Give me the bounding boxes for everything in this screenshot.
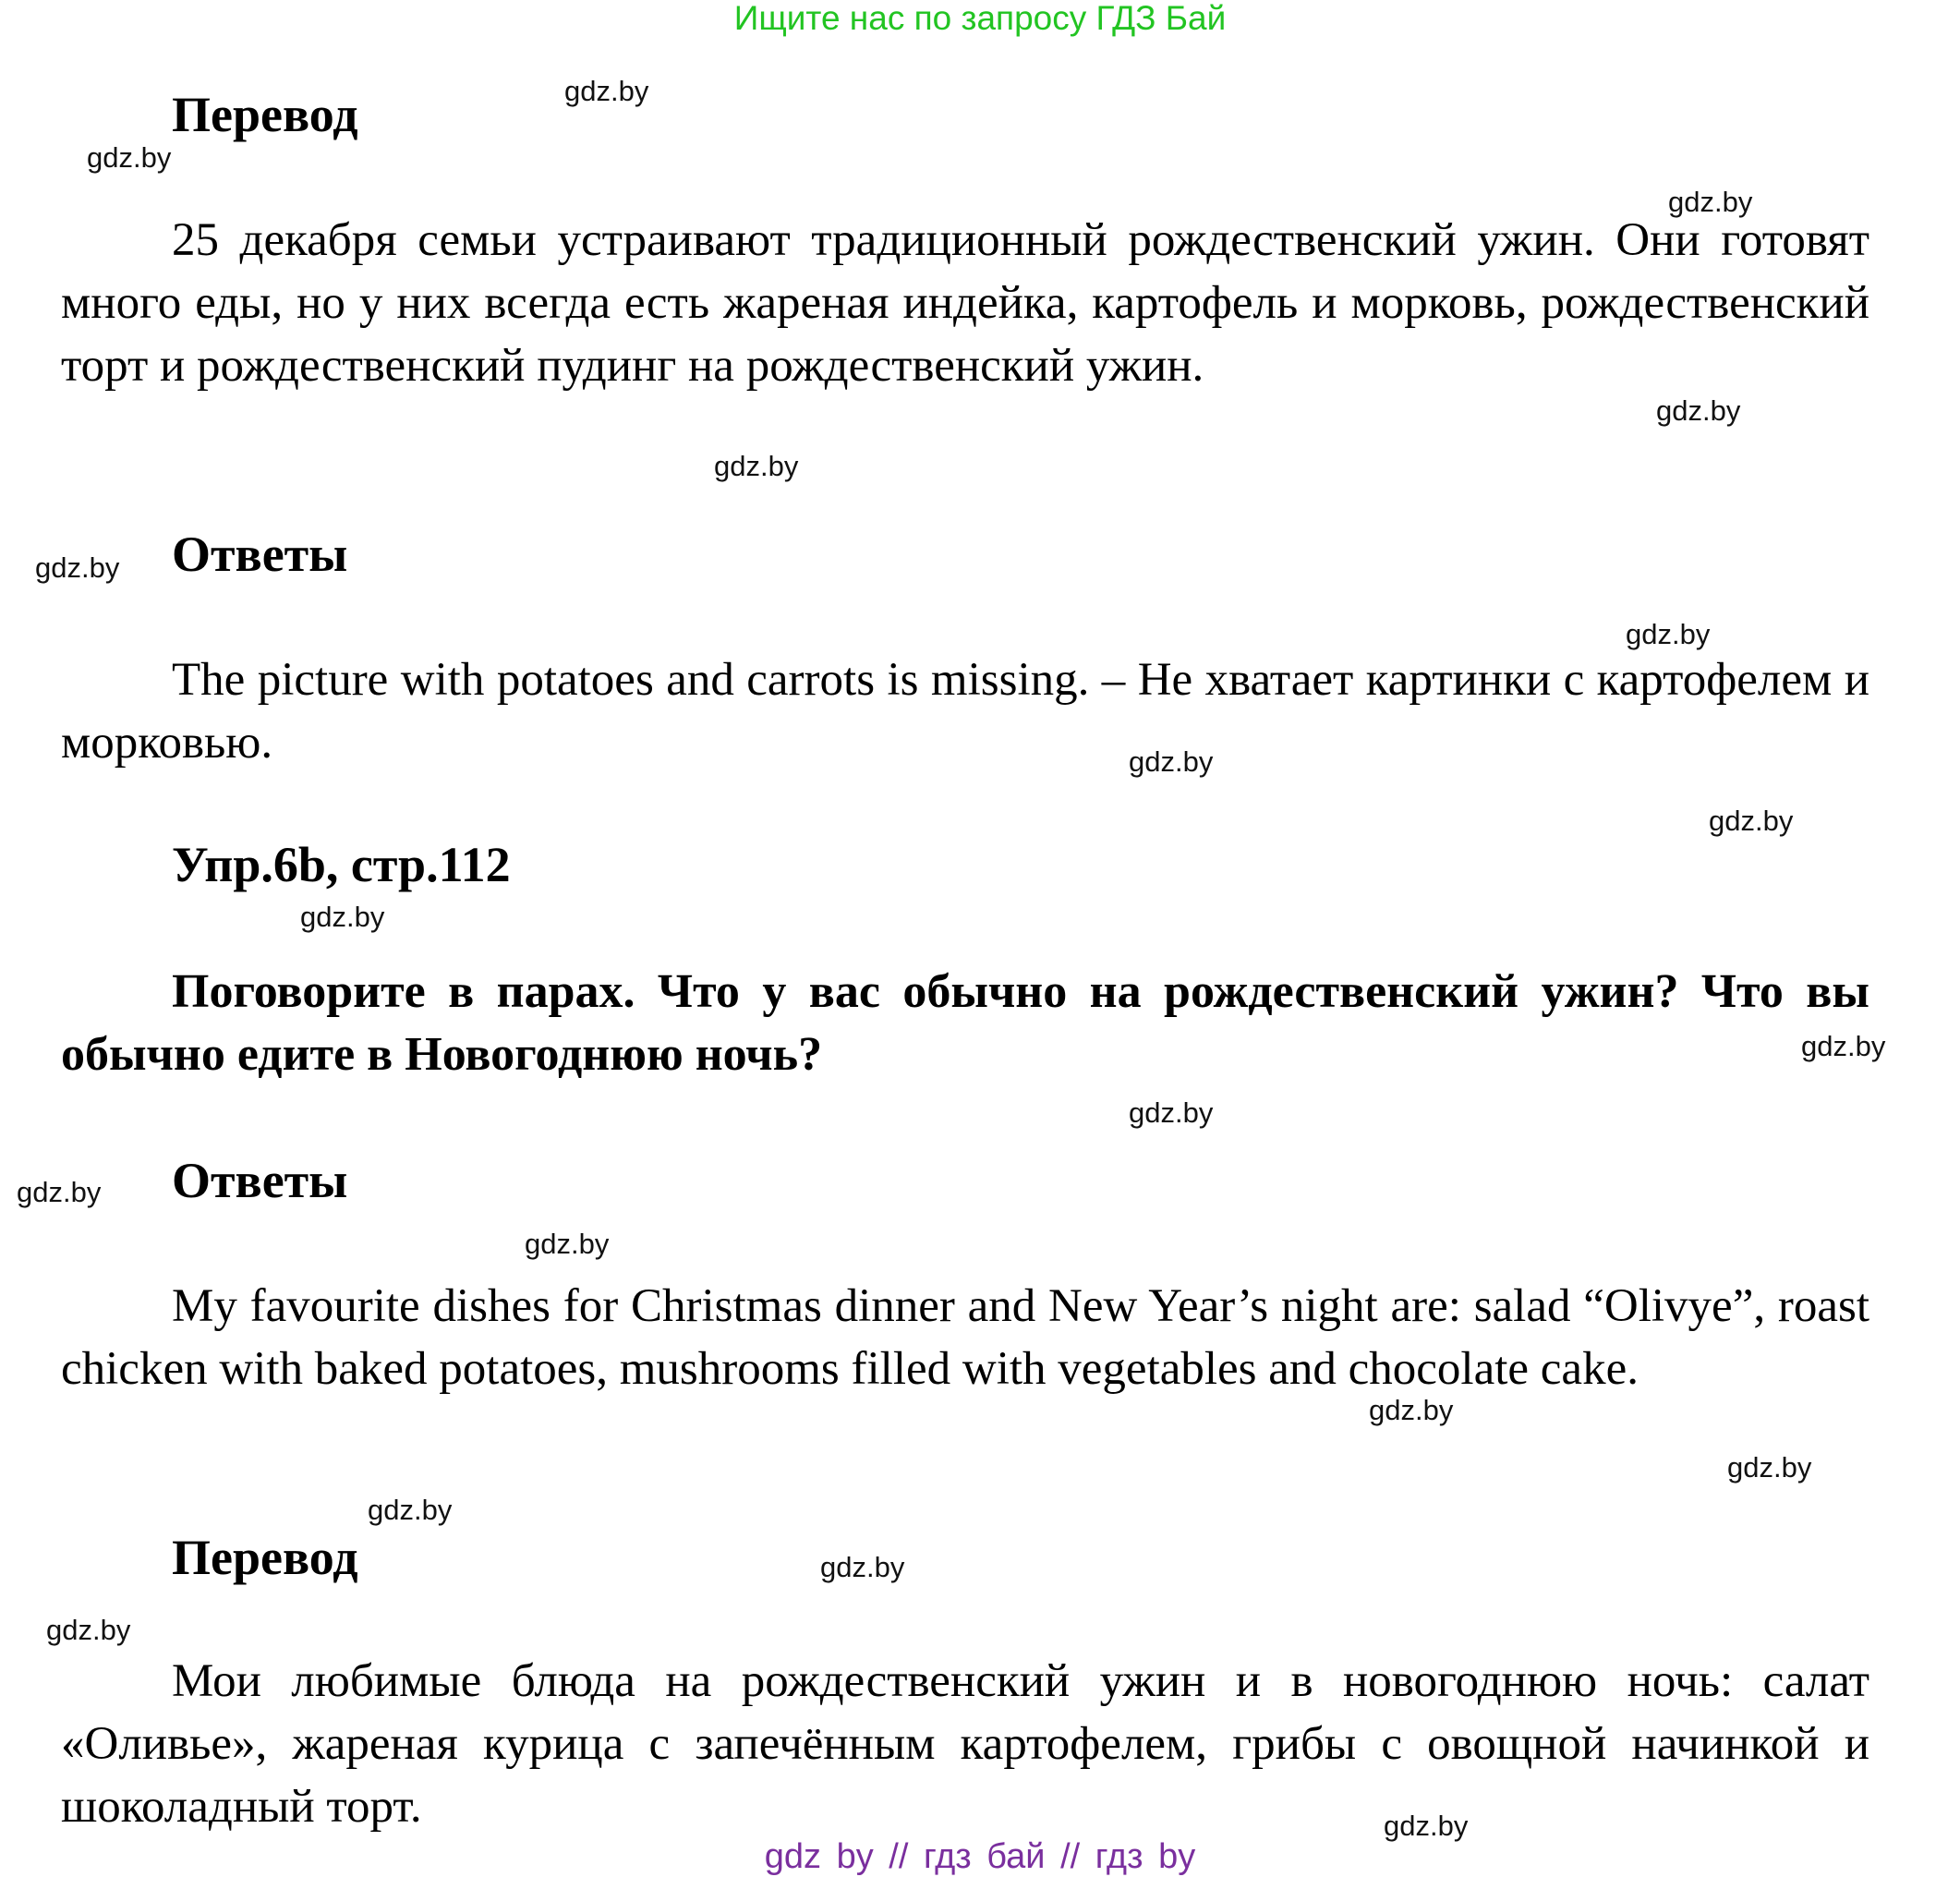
translation-paragraph-1: 25 декабря семьи устраивают традиционный рождественский ужин. Они готовят много еды, но у них всегда есть жареная индейка, картофель и морковь, рождественский торт и рождественский пудинг на рождественский ужин.: [61, 214, 1869, 392]
watermark: gdz.by: [1369, 1394, 1454, 1426]
watermark: gdz.by: [714, 450, 799, 482]
translation-heading-2: Перевод: [172, 1530, 358, 1585]
watermark: gdz.by: [1727, 1451, 1812, 1483]
footer-banner: gdz by // гдз бай // гдз by: [764, 1837, 1196, 1876]
answers-paragraph-1: The picture with potatoes and carrots is missing. – Не хватает картинки с картофелем и морковью.: [61, 654, 1869, 769]
answers-heading-1: Ответы: [172, 527, 348, 582]
answers-heading-2: Ответы: [172, 1153, 348, 1208]
exercise-heading: Упр.6b, стр.112: [172, 837, 511, 892]
watermark: gdz.by: [368, 1494, 453, 1526]
translation-heading-1: Перевод: [172, 87, 358, 142]
watermark: gdz.by: [35, 551, 120, 584]
watermark: gdz.by: [1384, 1810, 1469, 1842]
top-banner: Ищите нас по запросу ГДЗ Бай: [733, 0, 1227, 37]
translation-paragraph-2: Мои любимые блюда на рождественский ужин и в новогоднюю ночь: салат «Оливье», жареная курица с запечённым картофелем, грибы с овощной начинкой и шоколадный торт.: [61, 1655, 1869, 1833]
watermark: gdz.by: [1709, 805, 1794, 837]
watermark: gdz.by: [525, 1228, 610, 1260]
watermark: gdz.by: [87, 141, 172, 174]
watermark: gdz.by: [820, 1551, 905, 1583]
watermark: gdz.by: [1626, 618, 1711, 650]
watermark: gdz.by: [46, 1614, 131, 1646]
watermark: gdz.by: [300, 901, 385, 933]
watermark: gdz.by: [1801, 1030, 1886, 1062]
watermark: gdz.by: [564, 75, 649, 107]
exercise-task: Поговорите в парах. Что у вас обычно на рождественский ужин? Что вы обычно едите в Новогоднюю ночь?: [61, 965, 1869, 1081]
watermark: gdz.by: [1668, 186, 1753, 218]
watermark: gdz.by: [17, 1176, 102, 1208]
watermark: gdz.by: [1656, 394, 1741, 427]
watermark: gdz.by: [1129, 1096, 1214, 1129]
answers-paragraph-2: My favourite dishes for Christmas dinner and New Year’s night are: salad “Olivye”, roast chicken with baked potatoes, mushrooms filled with vegetables and chocolate cake.: [61, 1280, 1869, 1395]
watermark: gdz.by: [1129, 745, 1214, 778]
